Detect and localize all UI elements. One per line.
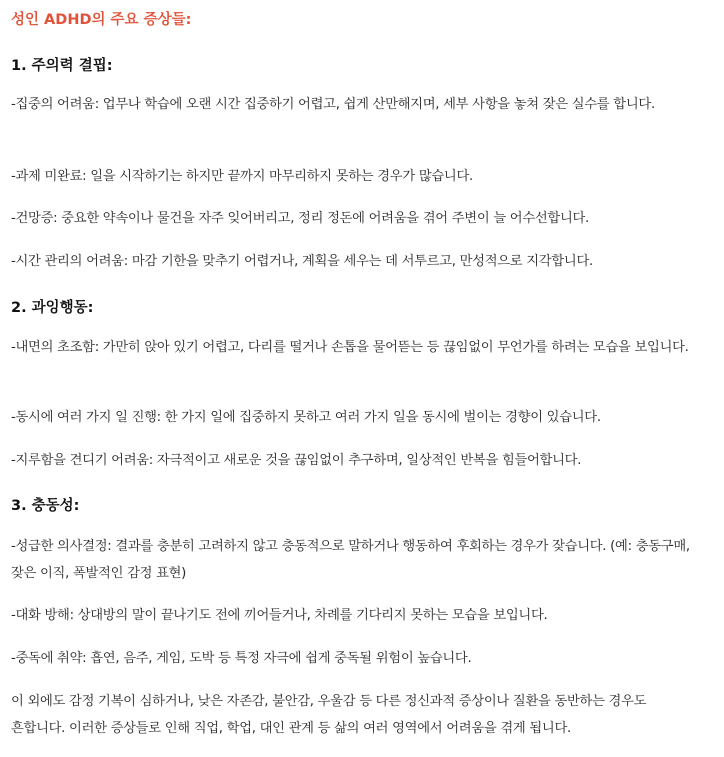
section-heading-impulsivity: 3. 충동성: xyxy=(11,498,80,514)
list-item: -과제 미완료: 일을 시작하기는 하지만 끝까지 마무리하지 못하는 경우가 많습니다. xyxy=(11,169,473,184)
list-item: -내면의 초조함: 가만히 앉아 있기 어렵고, 다리를 떨거나 손톱을 물어뜯는 등 끊임없이 무언가를 하려는 모습을 보입니다. xyxy=(11,340,689,355)
list-item: -지루함을 견디기 어려움: 자극적이고 새로운 것을 끊임없이 추구하며, 일상적인 반복을 힘들어합니다. xyxy=(11,453,582,468)
list-item: -동시에 여러 가지 일 진행: 한 가지 일에 집중하지 못하고 여러 가지 일을 동시에 벌이는 경향이 있습니다. xyxy=(11,410,601,425)
closing-paragraph: 이 외에도 감정 기복이 심하거나, 낮은 자존감, 불안감, 우울감 등 다른 정신과적 증상이나 질환을 동반하는 경우도 흔합니다. 이러한 증상들로 인해 직업, 학업, 대인 관계 등 삶의 여러 영역에서 어려움을 겪게 됩니다. xyxy=(11,694,647,736)
section-heading-inattention: 1. 주의력 결핍: xyxy=(11,58,113,74)
list-item: -집중의 어려움: 업무나 학습에 오랜 시간 집중하기 어렵고, 쉽게 산만해지며, 세부 사항을 놓쳐 잦은 실수를 합니다. xyxy=(11,97,655,112)
list-item: -성급한 의사결정: 결과를 충분히 고려하지 않고 충동적으로 말하거나 행동하여 후회하는 경우가 잦습니다. (예: 충동구매, 잦은 이직, 폭발적인 감정 표현) xyxy=(11,539,690,581)
section-heading-hyperactivity: 2. 과잉행동: xyxy=(11,300,94,316)
list-item: -시간 관리의 어려움: 마감 기한을 맞추기 어렵거나, 계획을 세우는 데 서투르고, 만성적으로 지각합니다. xyxy=(11,254,593,269)
page-title: 성인 ADHD의 주요 증상들: xyxy=(11,12,192,28)
list-item: -중독에 취약: 흡연, 음주, 게임, 도박 등 특정 자극에 쉽게 중독될 위험이 높습니다. xyxy=(11,651,472,666)
list-item: -대화 방해: 상대방의 말이 끝나기도 전에 끼어들거나, 차례를 기다리지 못하는 모습을 보입니다. xyxy=(11,608,548,623)
list-item: -건망증: 중요한 약속이나 물건을 자주 잊어버리고, 정리 정돈에 어려움을 겪어 주변이 늘 어수선합니다. xyxy=(11,211,589,226)
